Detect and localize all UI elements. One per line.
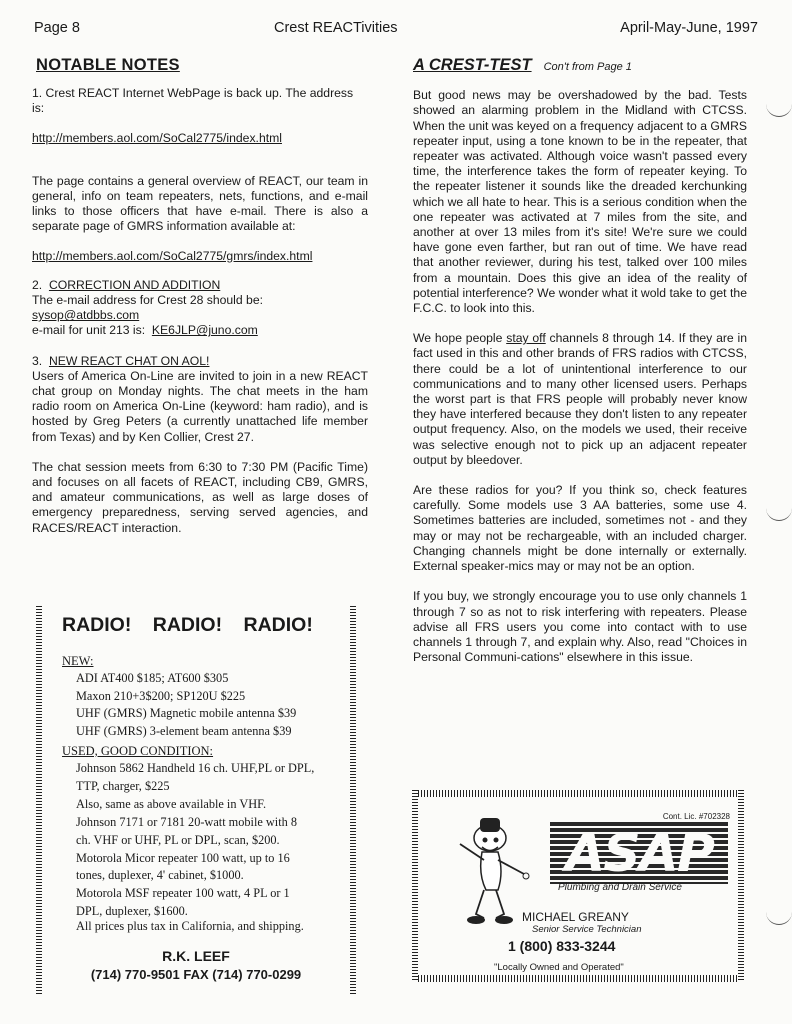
left-column: [32, 58, 368, 551]
note-3-title: NEW REACT CHAT ON AOL!: [48, 353, 210, 368]
crest-28-email-link[interactable]: sysop@atdbbs.com: [32, 308, 140, 323]
note-3-text: Users of America On-Line are invited to join in a new REACT chat group on Monday nights. The chat meets in the ham radio room on America On-Line (keyword: ham radio), and is hosted by Greg Peters (a currently unattached life member from Texas) and by Ken Collier, Crest 27.: [32, 368, 368, 444]
webpage-url-link[interactable]: http://members.aol.com/SoCal2775/index.html: [32, 130, 282, 145]
seller-phones: (714) 770-9501 FAX (714) 770-0299: [90, 967, 302, 982]
used-item: Johnson 5862 Handheld 16 ch. UHF,PL or DPL,: [76, 761, 315, 775]
used-label: USED, GOOD CONDITION:: [62, 744, 214, 758]
note-2-number: 2.: [32, 277, 43, 292]
new-label: NEW:: [62, 654, 94, 668]
prices-note: All prices plus tax in California, and shipping.: [76, 919, 304, 933]
new-item: Maxon 210+3$200; SP120U $225: [76, 688, 246, 703]
crest-test-title: A CREST-TEST: [413, 56, 532, 74]
crest-test-para-1: But good news may be overshadowed by the bad. Tests showed an alarming problem in the Midland with CTCSS. When the unit was keyed on a frequency adjacent to a GMRS repeater input, using a tone known to be in the repeater, that repeater was activated. Although voice wasn't passed every time, the interference takes the form of repeater keying. To the repeater listener it sounds like the dreaded kerchunking which we all hate to hear. This is a serious condition when the one repeater was activated at 7 miles from the site, and another at over 13 miles from it's site! We're sure we could have gone even farther, but ran out of time. We have read that another reviewer, during his test, talked over 100 miles from a mountain. Does this give an idea of the reality of potential interference? We wonder what it wold take to get the F.C.C. to look into this.: [413, 88, 747, 316]
continued-note: Con't from Page 1: [543, 61, 632, 73]
ad-border-top: [412, 790, 744, 797]
binder-hole-mark: [766, 498, 792, 521]
ad-border-left: [412, 790, 418, 982]
crest-test-para-4: If you buy, we strongly encourage you to use only channels 1 through 7 so as not to risk interfering with repeaters. Please advise all FRS users you come into contact with to use channels 1 through 7, and explain why. Also, read "Choices in Personal Communi-cations" elsewhere in this issue.: [413, 589, 747, 665]
used-items-list: [76, 760, 314, 921]
asap-ad-box: [412, 790, 744, 982]
crest-test-para-3: Are these radios for you? If you think so, check features carefully. Some models use 3 AA batteries, some use 4. Sometimes batteries are included, sometimes not - and they may or may not be rechargeable, with an included charger. Changing channels might be done internally or externally. External speaker-mics may or may not be an option.: [413, 483, 747, 574]
technician-name: MICHAEL GREANY: [522, 910, 629, 924]
technician-role: Senior Service Technician: [532, 924, 642, 935]
binder-hole-mark: [766, 902, 792, 925]
used-item: TTP, charger, $225: [76, 778, 170, 793]
stay-off-emphasis: stay off: [506, 331, 546, 346]
ad-border-bottom: [412, 975, 744, 982]
service-line: Plumbing and Drain Service: [558, 882, 682, 893]
publication-title: Crest REACTivities: [274, 20, 398, 36]
asap-logo: [550, 822, 728, 884]
used-item: Motorola MSF repeater 100 watt, 4 PL or 1: [76, 886, 290, 901]
unit-213-label: e-mail for unit 213 is:: [32, 323, 146, 338]
new-items-list: [76, 670, 296, 741]
page-header: [34, 20, 758, 40]
issue-date: April-May-June, 1997: [620, 20, 758, 36]
note-2-title: CORRECTION AND ADDITION: [48, 277, 221, 292]
note-2-line-1: The e-mail address for Crest 28 should be:: [32, 293, 263, 308]
logo-text: ASAP: [564, 824, 714, 884]
new-item: UHF (GMRS) Magnetic mobile antenna $39: [76, 706, 297, 721]
unit-213-email-link[interactable]: KE6JLP@juno.com: [151, 323, 258, 338]
note-1-description: The page contains a general overview of REACT, our team in general, info on team repeaters, nets, functions, and e-mail links to those officers that have e-mail. There is also a separate page of GMRS information available at:: [32, 173, 368, 234]
radio-ad-box: [36, 606, 356, 994]
note-2-line-2: [32, 323, 368, 338]
used-item: ch. VHF or UHF, PL or DPL, scan, $200.: [76, 832, 280, 847]
license-number: Cont. Lic. #702328: [662, 812, 730, 821]
note-1-text: 1. Crest REACT Internet WebPage is back up. The address is:: [32, 86, 354, 116]
new-item: UHF (GMRS) 3-element beam antenna $39: [76, 724, 292, 739]
ad-border-left: [36, 606, 42, 994]
ad-border-right: [738, 790, 744, 982]
para-2-start: We hope people: [413, 331, 507, 346]
crest-test-para-2: [413, 331, 747, 468]
used-item: DPL, duplexer, $1600.: [76, 904, 188, 919]
used-item: tones, duplexer, 4' cabinet, $1000.: [76, 868, 244, 883]
note-2-heading: [32, 278, 368, 293]
used-item: Motorola Micor repeater 100 watt, up to 16: [76, 850, 290, 865]
binder-hole-mark: [766, 94, 792, 117]
para-2-rest: channels 8 through 14. If they are in fact used in this and other brands of FRS radios with CTCSS, there could be a lot of unintentional interference to our communications and to many other licensed users. Perhaps the worst part is that FRS people will probably never know they have interfered because they don't listen to any repeater output frequency. Also, on the models we used, their receive was selective enough not to pick up an adjacent repeater output by bleedover.: [413, 331, 747, 467]
ad-border-right: [350, 606, 356, 994]
page-number: Page 8: [34, 20, 80, 36]
note-3-number: 3.: [32, 353, 43, 368]
right-column: [413, 58, 747, 680]
tagline: "Locally Owned and Operated": [494, 962, 624, 973]
toll-free-phone: 1 (800) 833-3244: [508, 938, 616, 954]
note-3-heading: [32, 354, 368, 369]
crest-test-heading: [413, 58, 747, 75]
used-item: Johnson 7171 or 7181 20-watt mobile with 8: [76, 814, 297, 829]
gmrs-url-link[interactable]: http://members.aol.com/SoCal2775/gmrs/index.html: [32, 248, 313, 263]
new-item: ADI AT400 $185; AT600 $305: [76, 671, 229, 685]
radio-headline: RADIO! RADIO! RADIO!: [62, 614, 313, 636]
seller-name: R.K. LEEF: [162, 948, 230, 964]
notable-notes-title: NOTABLE NOTES: [36, 56, 180, 74]
used-item: Also, same as above available in VHF.: [76, 796, 267, 811]
chat-session-text: The chat session meets from 6:30 to 7:30 PM (Pacific Time) and focuses on all facets of REACT, including CB9, GMRS, and amateur communications, as well as large doses of emergency preparedness, serving served agencies, and RACES/REACT interaction.: [32, 459, 368, 535]
